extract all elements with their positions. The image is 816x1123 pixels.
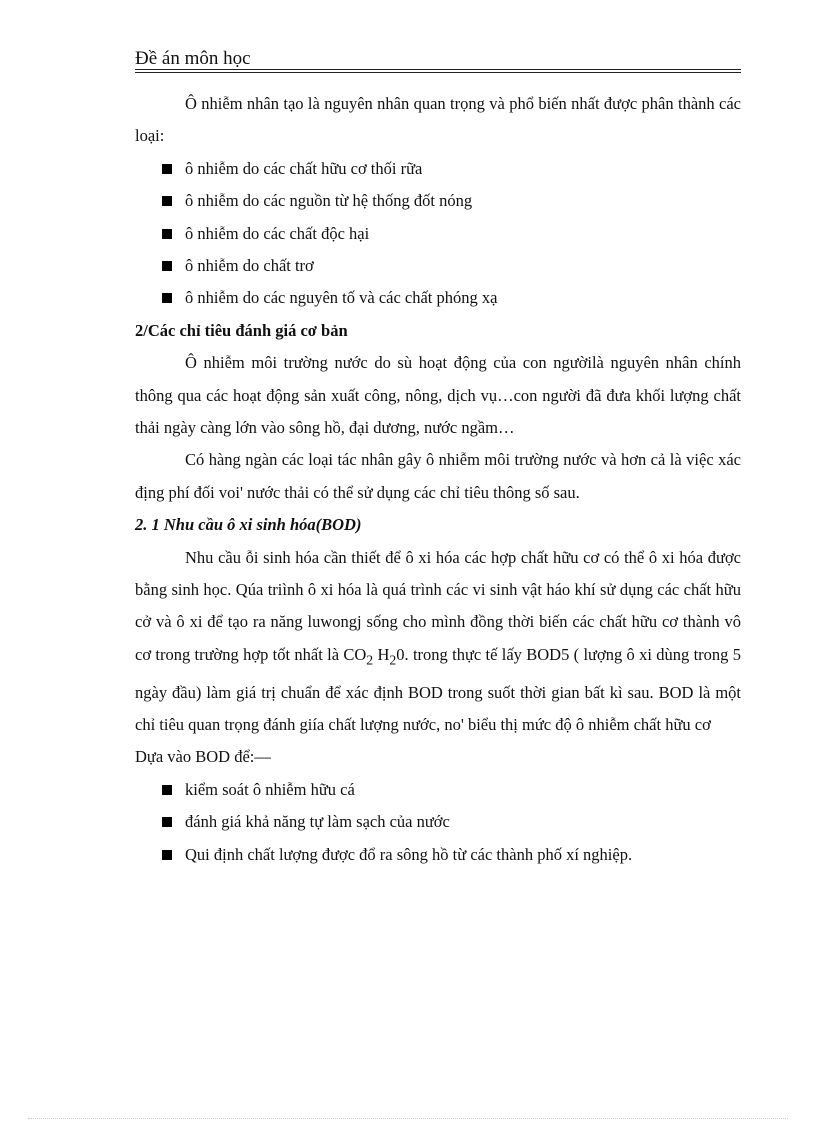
page-bottom-dotted-line	[28, 1118, 788, 1119]
square-bullet-icon	[162, 229, 172, 239]
section-2-heading: 2/Các chỉ tiêu đánh giá cơ bản	[135, 320, 348, 340]
intro-paragraph: Ô nhiễm nhân tạo là nguyên nhân quan trọng và phổ biến nhất được phân thành các loại:	[135, 94, 741, 146]
list-item: ô nhiễm do các nguồn từ hệ thống đốt nóng	[135, 185, 741, 217]
subscript: 2	[366, 652, 374, 668]
square-bullet-icon	[162, 196, 172, 206]
list-item: ô nhiễm do các chất độc hại	[135, 218, 741, 250]
section-2-paragraph-1: Ô nhiễm môi trường nước do sù hoạt động của con ngườilà nguyên nhân chính thông qua các hoạt động sản xuất công, nông, dịch vụ…con người đã đưa khối lượng chất thải ngày càng lớn vào sông hồ, đại dương, nước ngầm…	[135, 353, 741, 437]
list-item: kiểm soát ô nhiễm hữu cá	[135, 774, 741, 806]
bod-uses-lead: Dựa vào BOD để:—	[135, 747, 271, 767]
square-bullet-icon	[162, 785, 172, 795]
pollution-type-list	[135, 153, 741, 315]
list-item: đánh giá khả năng tự làm sạch của nước	[135, 806, 741, 838]
list-item: ô nhiễm do các chất hữu cơ thối rữa	[135, 153, 741, 185]
square-bullet-icon	[162, 261, 172, 271]
square-bullet-icon	[162, 293, 172, 303]
subscript: 2	[389, 652, 397, 668]
document-body	[135, 88, 741, 871]
square-bullet-icon	[162, 850, 172, 860]
square-bullet-icon	[162, 164, 172, 174]
header-rule-bottom	[135, 72, 741, 73]
bod-uses-list	[135, 774, 741, 871]
bod-paragraph: Nhu cầu ỗi sinh hóa cần thiết để ô xi hóa các hợp chất hữu cơ có thể ô xi hóa được bằng sinh học. Qúa triình ô xi hóa là quá trình các vi sinh vật háo khí sử dụng các chất hữu cở và ô xi để tạo ra năng luwongj sống cho mình đồng thời biến các chất hữu cơ thành vô cơ trong trường hợp tốt nhất là $CO_2$ $H_20$. trong thực tế lấy BOD5 ( lượng ô xi dùng trong 5 ngày đầu) làm giá trị chuẩn để xác định BOD trong suốt thời gian bất kì sau. BOD là một chỉ tiêu quan trọng đánh giía chất lượng nước, no' biểu thị mức độ ô nhiễm chất hữu cơ	[135, 547, 741, 734]
header-rule-top	[135, 69, 741, 70]
section-2-paragraph-2: Có hàng ngàn các loại tác nhân gây ô nhiễm môi trường nước và hơn cả là việc xác địng phí đối voi' nước thải có thể sử dụng các chỉ tiêu thông số sau.	[135, 450, 741, 502]
section-2-1-heading: 2. 1 Nhu cầu ô xi sinh hóa(BOD)	[135, 515, 362, 535]
list-item: Qui định chất lượng được đổ ra sông hồ từ các thành phố xí nghiệp.	[135, 839, 741, 871]
list-item: ô nhiễm do các nguyên tố và các chất phóng xạ	[135, 282, 741, 314]
square-bullet-icon	[162, 817, 172, 827]
page-header-title: Đề án môn học	[135, 48, 251, 69]
list-item: ô nhiễm do chất trơ	[135, 250, 741, 282]
